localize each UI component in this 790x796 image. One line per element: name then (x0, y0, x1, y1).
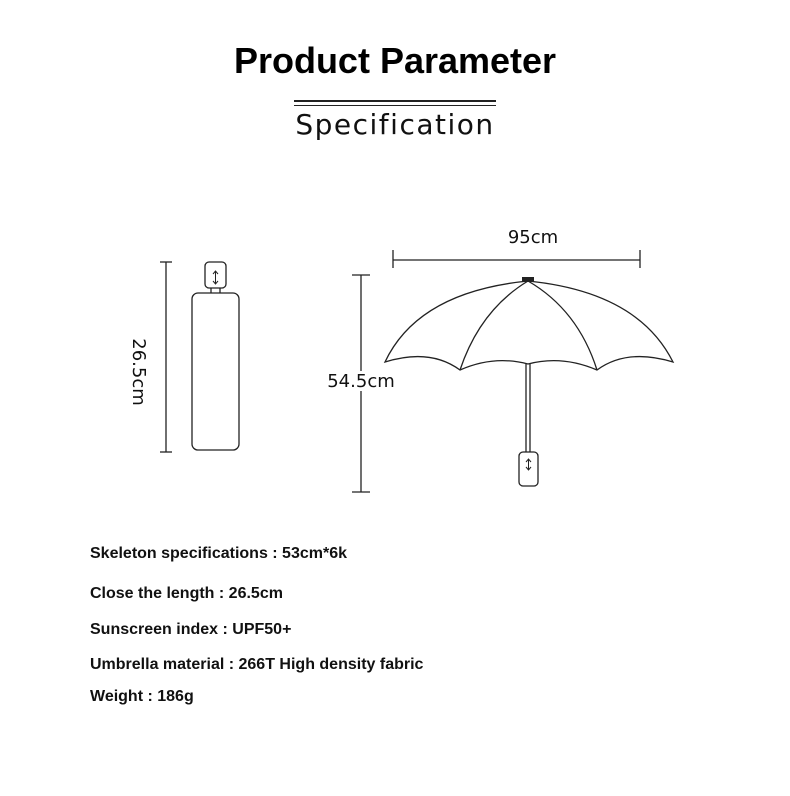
open-umbrella-icon (385, 281, 673, 486)
spec-material: Umbrella material : 266T High density fabric (90, 656, 424, 673)
open-height-label: 54.5cm (327, 371, 395, 392)
page-subtitle: Specification (295, 108, 495, 141)
spec-skeleton: Skeleton specifications : 53cm*6k (90, 545, 347, 562)
folded-umbrella-icon (192, 262, 239, 450)
umbrella-top-cap (522, 277, 534, 282)
spec-sunscreen: Sunscreen index : UPF50+ (90, 621, 292, 638)
folded-length-label: 26.5cm (128, 338, 149, 406)
spec-weight: Weight : 186g (90, 688, 194, 705)
open-width-label: 95cm (507, 227, 559, 248)
folded-length-dimension (160, 262, 172, 452)
page-title: Product Parameter (233, 40, 557, 81)
spec-close-length: Close the length : 26.5cm (90, 585, 283, 602)
open-width-dimension (393, 250, 640, 268)
